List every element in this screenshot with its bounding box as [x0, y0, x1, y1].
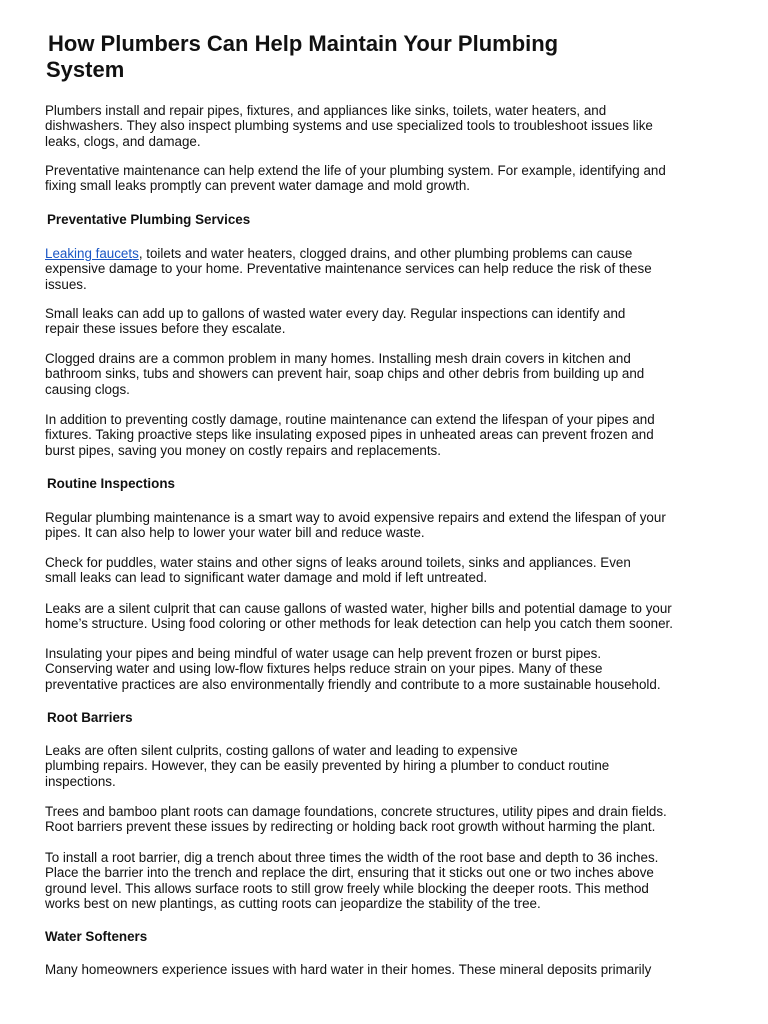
paragraph-line: fixing small leaks promptly can prevent water damage and mold growth.	[45, 178, 470, 194]
paragraph-small-leaks	[45, 306, 725, 337]
paragraph-line: Leaks are a silent culprit that can cause gallons of wasted water, higher bills and potential damage to your	[45, 601, 672, 616]
paragraph-line: issues.	[45, 276, 87, 292]
paragraph-line: pipes. It can also help to lower your water bill and reduce waste.	[45, 525, 425, 541]
paragraph-line: home’s structure. Using food coloring or other methods for leak detection can help you catch them sooner.	[45, 616, 673, 632]
paragraph-line: Small leaks can add up to gallons of wasted water every day. Regular inspections can identify and	[45, 306, 626, 321]
paragraph-insulating-pipes	[45, 646, 725, 692]
paragraph-line: burst pipes, saving you money on costly repairs and replacements.	[45, 442, 441, 458]
paragraph-line: Root barriers prevent these issues by redirecting or holding back root growth without harming the plant.	[45, 819, 656, 835]
paragraph-tree-roots	[45, 804, 725, 835]
heading-water-softeners: Water Softeners	[45, 929, 148, 944]
paragraph-line-text: , toilets and water heaters, clogged drains, and other plumbing problems can cause	[138, 246, 633, 261]
paragraph-line: Clogged drains are a common problem in many homes. Installing mesh drain covers in kitchen and	[45, 351, 631, 366]
paragraph-line: Trees and bamboo plant roots can damage foundations, concrete structures, utility pipes and drain fields.	[45, 804, 667, 819]
title-line-2: System	[46, 57, 125, 82]
paragraph-routine-maintenance	[45, 412, 725, 458]
paragraph-line: Plumbers install and repair pipes, fixtures, and appliances like sinks, toilets, water heaters, and	[45, 103, 607, 118]
heading-preventative-services: Preventative Plumbing Services	[47, 212, 251, 227]
page-title	[46, 31, 646, 83]
paragraph-maintenance	[45, 163, 725, 194]
paragraph-line: small leaks can lead to significant water damage and mold if left untreated.	[45, 570, 488, 586]
paragraph-line: Conserving water and using low-flow fixtures helps reduce strain on your pipes. Many of these	[45, 661, 603, 677]
paragraph-line: inspections.	[45, 773, 116, 789]
paragraph-line: works best on new plantings, as cutting roots can jeopardize the stability of the tree.	[45, 895, 541, 911]
paragraph-leaking-faucets	[45, 246, 725, 292]
paragraph-hard-water	[45, 962, 725, 977]
leaking-faucets-link[interactable]: Leaking faucets	[45, 246, 139, 261]
paragraph-line: Place the barrier into the trench and replace the dirt, ensuring that it sticks out one or two inches above	[45, 865, 654, 881]
paragraph-line: expensive damage to your home. Preventative maintenance services can help reduce the risk of these	[45, 261, 652, 277]
paragraph-line: Insulating your pipes and being mindful of water usage can help prevent frozen or burst pipes.	[45, 646, 602, 661]
paragraph-line: fixtures. Taking proactive steps like insulating exposed pipes in unheated areas can prevent frozen and	[45, 427, 654, 443]
paragraph-install-root-barrier	[45, 850, 725, 911]
paragraph-line: Many homeowners experience issues with hard water in their homes. These mineral deposits primarily	[45, 962, 652, 977]
paragraph-intro	[45, 103, 725, 149]
paragraph-silent-culprit	[45, 601, 725, 632]
paragraph-line: Preventative maintenance can help extend the life of your plumbing system. For example, identifying and	[45, 163, 666, 178]
paragraph-leaks-silent	[45, 743, 725, 789]
paragraph-line: plumbing repairs. However, they can be easily prevented by hiring a plumber to conduct routine	[45, 758, 610, 774]
paragraph-line: repair these issues before they escalate.	[45, 321, 286, 337]
paragraph-line: leaks, clogs, and damage.	[45, 133, 201, 149]
paragraph-regular-maintenance	[45, 510, 725, 541]
heading-routine-inspections: Routine Inspections	[47, 476, 175, 491]
paragraph-check-puddles	[45, 555, 725, 586]
paragraph-line: Leaks are often silent culprits, costing gallons of water and leading to expensive	[45, 743, 518, 758]
paragraph-line: Regular plumbing maintenance is a smart way to avoid expensive repairs and extend the lifespan of your	[45, 510, 666, 525]
paragraph-line: bathroom sinks, tubs and showers can prevent hair, soap chips and other debris from building up and	[45, 366, 645, 382]
paragraph-line: Check for puddles, water stains and other signs of leaks around toilets, sinks and appliances. Even	[45, 555, 631, 570]
paragraph-line: To install a root barrier, dig a trench about three times the width of the root base and depth to 36 inches.	[45, 850, 659, 865]
paragraph-line: In addition to preventing costly damage, routine maintenance can extend the lifespan of your pipes and	[45, 412, 655, 427]
paragraph-line: causing clogs.	[45, 381, 130, 397]
title-line-1: How Plumbers Can Help Maintain Your Plumbing	[48, 31, 559, 56]
heading-root-barriers: Root Barriers	[47, 710, 133, 725]
paragraph-line: ground level. This allows surface roots to still grow freely while blocking the deeper roots. This method	[45, 880, 649, 896]
paragraph-line	[45, 246, 725, 261]
paragraph-line: dishwashers. They also inspect plumbing systems and use specialized tools to troubleshoot issues like	[45, 118, 653, 134]
paragraph-clogged-drains	[45, 351, 725, 397]
paragraph-line: preventative practices are also environmentally friendly and contribute to a more sustainable household.	[45, 676, 661, 692]
